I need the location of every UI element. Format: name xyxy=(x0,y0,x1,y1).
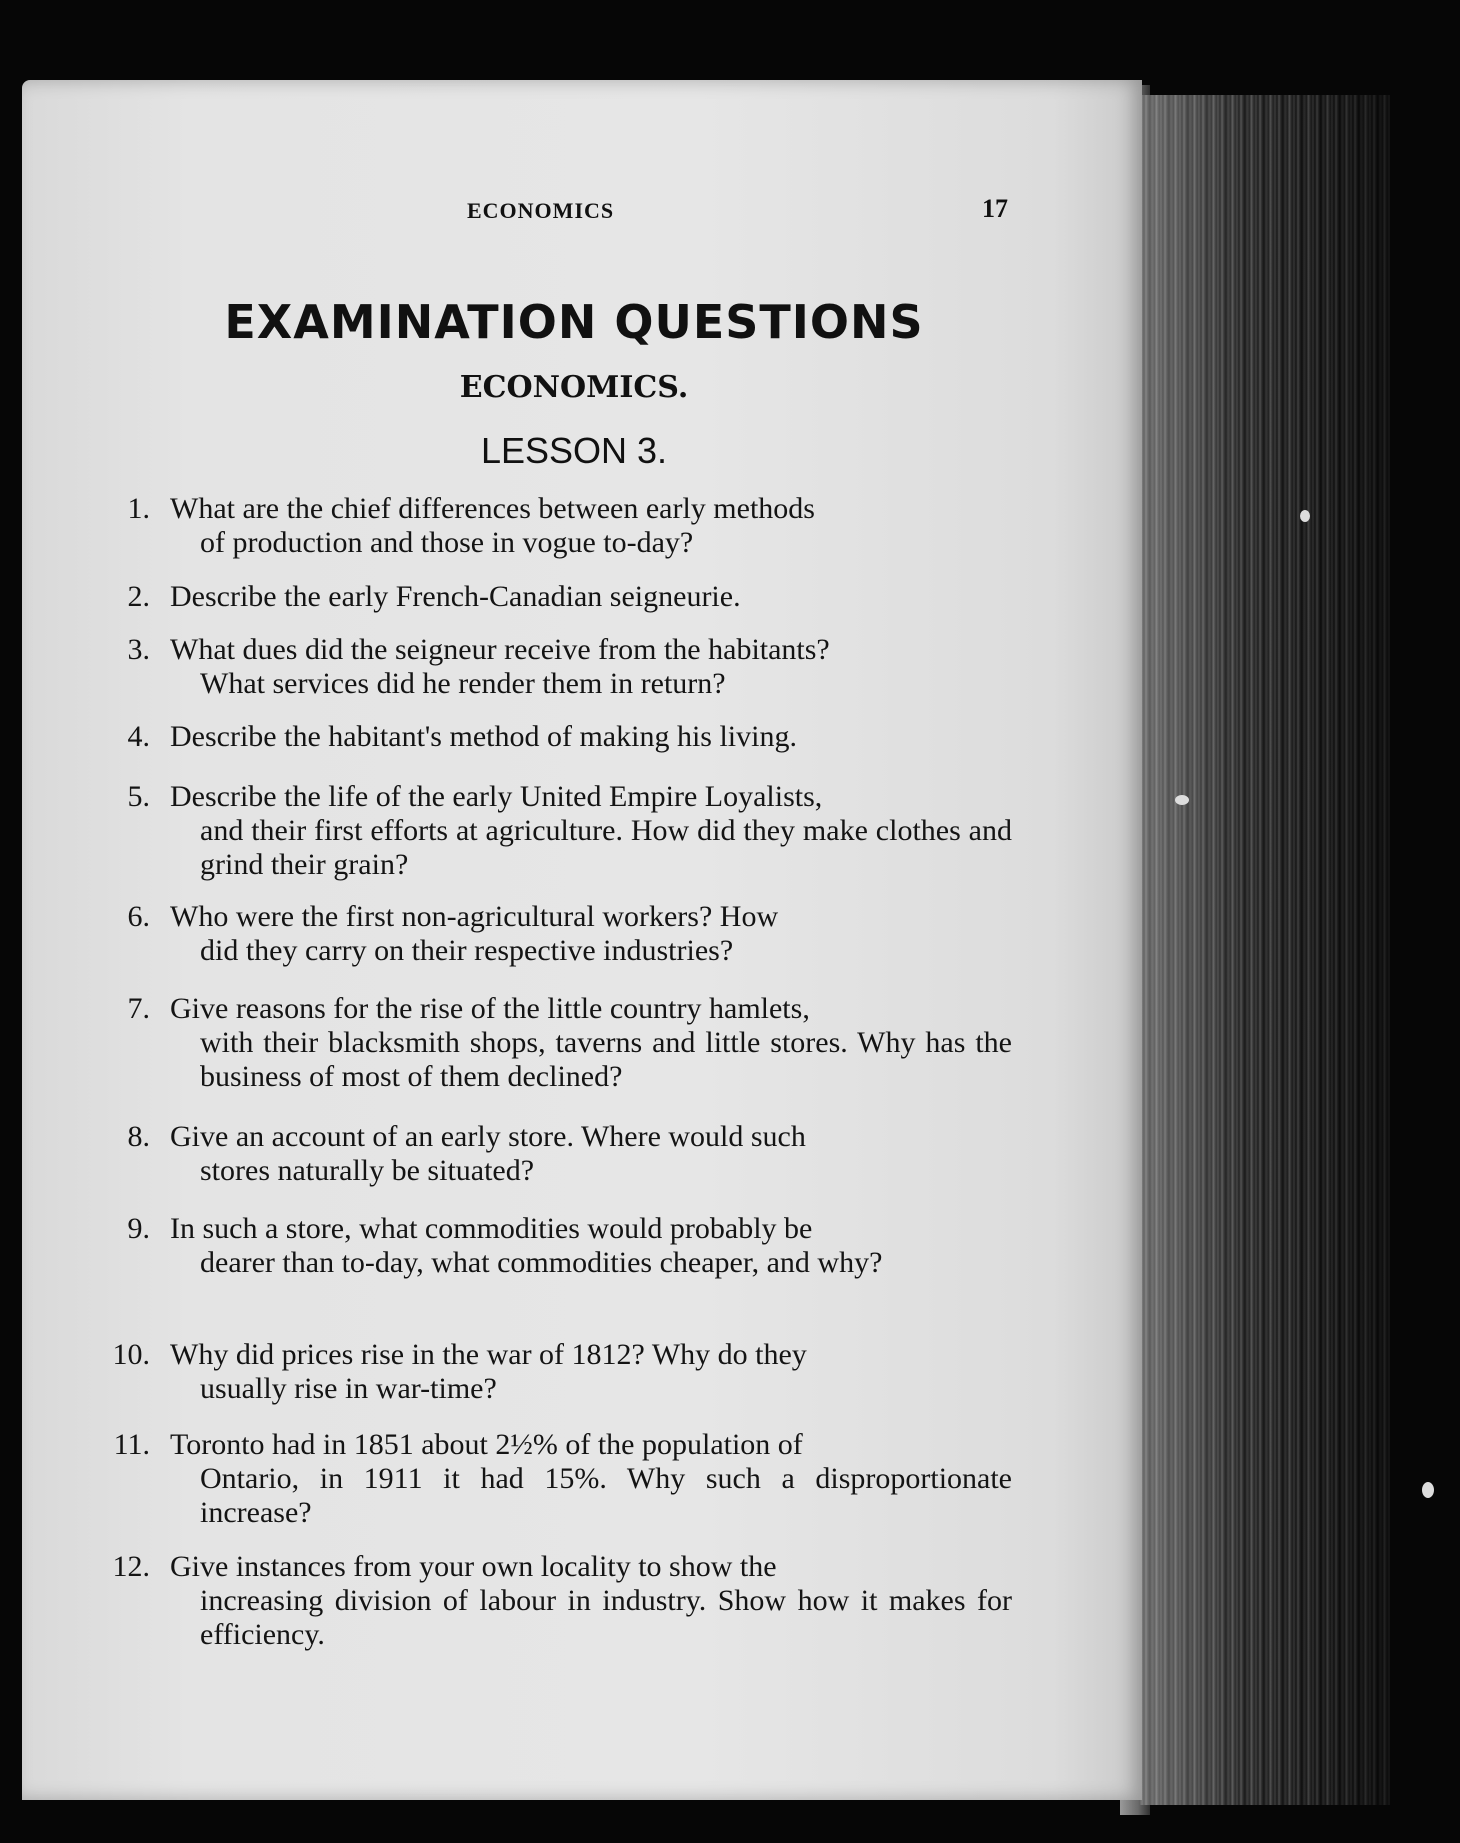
question-number: 9. xyxy=(127,1212,150,1245)
question-first-line: Why did prices rise in the war of 1812? Why do they xyxy=(170,1338,807,1371)
question-text xyxy=(170,900,1012,968)
running-head-title: ECONOMICS xyxy=(467,198,615,223)
question-text xyxy=(170,992,1012,1094)
question-first-line: Who were the first non-agricultural workers? How xyxy=(170,900,779,933)
question-first-line: Describe the habitant's method of making his living. xyxy=(170,720,797,753)
question-text xyxy=(170,780,1012,882)
question-text xyxy=(170,1338,1012,1406)
page-title: EXAMINATION QUESTIONS xyxy=(224,295,924,349)
question-number: 7. xyxy=(127,992,150,1025)
question-number: 1. xyxy=(127,492,150,525)
question-text xyxy=(170,1428,1012,1530)
question-number: 11. xyxy=(113,1428,150,1461)
question-first-line: Give instances from your own locality to show the xyxy=(170,1550,777,1583)
question-number: 2. xyxy=(127,580,150,613)
question-first-line: What dues did the seigneur receive from the habitants? xyxy=(170,633,830,666)
question-continuation: of production and those in vogue to-day? xyxy=(200,526,694,559)
book-page xyxy=(22,80,1142,1800)
question-first-line: What are the chief differences between early methods xyxy=(170,492,815,525)
question-text xyxy=(170,1550,1012,1652)
scan-speck xyxy=(1175,795,1189,805)
question-continuation: usually rise in war-time? xyxy=(200,1372,497,1405)
question-number: 4. xyxy=(127,720,150,753)
question-first-line: In such a store, what commodities would probably be xyxy=(170,1212,813,1245)
question-continuation: and their first efforts at agriculture. How did they make clothes and grind their grain? xyxy=(200,814,1012,881)
question-continuation: What services did he render them in return? xyxy=(200,667,726,700)
scan-speck xyxy=(1422,1482,1434,1498)
question-first-line: Describe the early French-Canadian seigneurie. xyxy=(170,580,741,613)
page-block-edge xyxy=(1140,95,1390,1805)
question-number: 5. xyxy=(127,780,150,813)
question-continuation: stores naturally be situated? xyxy=(200,1154,535,1187)
question-number: 12. xyxy=(112,1550,150,1583)
page-number: 17 xyxy=(982,194,1008,223)
question-number: 8. xyxy=(127,1120,150,1153)
question-text xyxy=(170,492,1012,560)
scan-speck xyxy=(1300,510,1310,522)
question-continuation: Ontario, in 1911 it had 15%. Why such a disproportionate increase? xyxy=(200,1462,1012,1529)
question-text xyxy=(170,580,1012,614)
question-first-line: Give an account of an early store. Where would such xyxy=(170,1120,806,1153)
subject-heading: ECONOMICS. xyxy=(459,370,689,405)
question-number: 3. xyxy=(127,633,150,666)
question-first-line: Give reasons for the rise of the little country hamlets, xyxy=(170,992,810,1025)
question-continuation: increasing division of labour in industry. Show how it makes for efficiency. xyxy=(200,1584,1012,1651)
question-text xyxy=(170,633,1012,701)
question-continuation: with their blacksmith shops, taverns and little stores. Why has the business of most of them declined? xyxy=(200,1026,1012,1093)
question-first-line: Describe the life of the early United Empire Loyalists, xyxy=(170,780,823,813)
question-number: 10. xyxy=(112,1338,150,1371)
question-text xyxy=(170,720,1012,754)
question-first-line: Toronto had in 1851 about 2½% of the population of xyxy=(170,1428,803,1461)
question-continuation: dearer than to-day, what commodities cheaper, and why? xyxy=(200,1246,883,1279)
question-text xyxy=(170,1212,1012,1280)
question-text xyxy=(170,1120,1012,1188)
question-continuation: did they carry on their respective industries? xyxy=(200,934,734,967)
lesson-heading: LESSON 3. xyxy=(480,430,668,471)
question-number: 6. xyxy=(127,900,150,933)
